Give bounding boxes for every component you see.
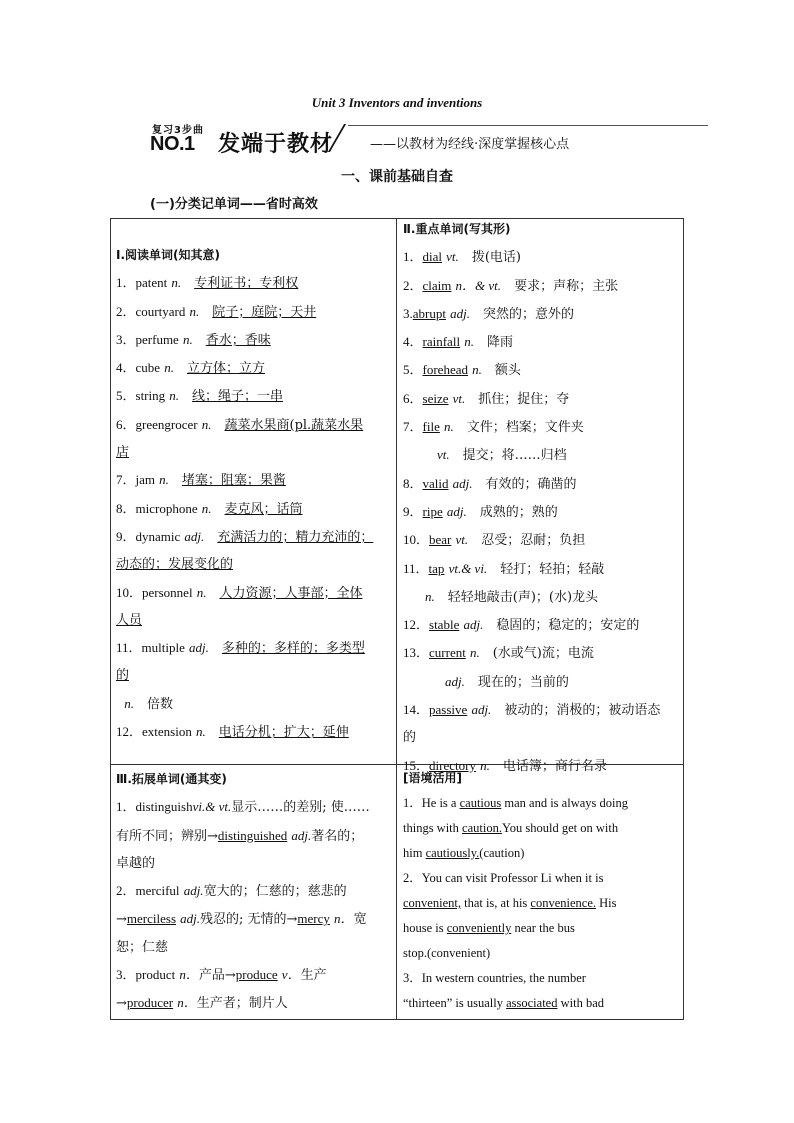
key-entry: 14．passive adj. 被动的；消极的；被动语态 (403, 702, 661, 719)
reading-entry-continued: 人员 (116, 612, 143, 628)
usage-line: convenient, that is, at his convenience. His (403, 896, 617, 910)
sub-title: (一)分类记单词——省时高效 (150, 197, 318, 212)
reading-words-cell (116, 242, 392, 746)
extend-line: 2．merciful adj.宽大的；仁慈的；慈悲的 (116, 883, 347, 900)
key-entry-sub: adj. 现在的；当前的 (445, 673, 569, 690)
extend-line: 卓越的 (116, 855, 156, 871)
usage-header: [语境活用] (403, 771, 462, 785)
reading-entry: 7．jam n. 堵塞；阻塞；果酱 (116, 472, 286, 489)
reading-list (116, 269, 392, 746)
extend-line: 有所不同；辨别→distinguished adj.著名的； (116, 827, 364, 844)
section-banner (148, 118, 708, 157)
reading-entry: 4．cube n. 立方体；立方 (116, 360, 265, 377)
key-header: Ⅱ.重点单词(写其形) (403, 222, 511, 236)
usage-line: things with caution.You should get on with (403, 821, 619, 835)
reading-entry: 2．courtyard n. 院子；庭院；天井 (116, 303, 317, 320)
section-title: 一、课前基础自查 (341, 169, 453, 185)
usage-line: 3．In western countries, the number (403, 971, 586, 985)
key-entry: 15．directory n. 电话簿；商行名录 (403, 757, 607, 774)
usage-cell (403, 766, 681, 1016)
extend-line: 恕；仁慈 (116, 939, 169, 955)
key-entry: 9．ripe adj. 成熟的；熟的 (403, 503, 558, 520)
reading-entry: 12．extension n. 电话分机；扩大；延伸 (116, 724, 349, 741)
reading-entry: 11．multiple adj. 多种的；多样的；多类型 (116, 640, 365, 657)
key-entry: 13．current n. (水或气)流；电流 (403, 645, 594, 662)
reading-entry: 5．string n. 线；绳子；一串 (116, 388, 284, 405)
key-entry: 8．valid adj. 有效的；确凿的 (403, 475, 577, 492)
extend-header: Ⅲ.拓展单词(通其变) (116, 772, 227, 786)
reading-entry: 9．dynamic adj. 充满活力的；精力充沛的； (116, 528, 374, 545)
usage-line: 1．He is a cautious man and is always doing (403, 796, 628, 810)
reading-entry: 3．perfume n. 香水；香味 (116, 331, 271, 348)
key-entry: 1．dial vt. 拨(电话) (403, 249, 521, 266)
extend-line: 1．distinguishvi.& vt.显示……的差别; 使…… (116, 799, 370, 816)
key-entry: 6．seize vt. 抓住；捉住；夺 (403, 390, 570, 407)
banner-subtitle: ——以教材为经线·深度掌握核心点 (370, 137, 570, 152)
key-words-cell (403, 216, 681, 780)
key-entry: 12．stable adj. 稳固的；稳定的；安定的 (403, 617, 640, 634)
reading-entry: 10．personnel n. 人力资源；人事部；全体 (116, 584, 363, 601)
usage-line: 2．You can visit Professor Li when it is (403, 871, 604, 885)
table-vertical-divider (396, 218, 397, 1020)
banner-small-label: 复习3步曲 (152, 125, 204, 136)
usage-line: “thirteen” is usually associated with bad (403, 996, 605, 1010)
banner-heading: 发端于教材 (218, 132, 334, 157)
reading-entry: 6．greengrocer n. 蔬菜水果商(pl.蔬菜水果 (116, 416, 364, 433)
reading-entry-extra: n. 倍数 (124, 695, 174, 712)
unit-title: Unit 3 Inventors and inventions (311, 95, 483, 110)
reading-entry: 1．patent n. 专利证书；专利权 (116, 275, 299, 292)
key-entry: 7．file n. 文件；档案；文件夹 (403, 419, 584, 436)
reading-entry-continued: 动态的；发展变化的 (116, 557, 234, 573)
key-entry-continued: 的 (403, 730, 417, 746)
key-entry: 5．forehead n. 额头 (403, 362, 521, 379)
key-list (403, 243, 681, 780)
key-entry-sub: vt. 提交；将……归档 (437, 447, 567, 464)
key-entry: 2．claim n．& vt. 要求；声称；主张 (403, 277, 619, 294)
extend-line: →producer n．生产者；制片人 (116, 995, 288, 1012)
key-entry-sub: n. 轻轻地敲击(声)；(水)龙头 (425, 588, 599, 605)
banner-no1: NO.1 (150, 133, 195, 155)
reading-entry-continued: 店 (116, 445, 130, 461)
usage-line: him cautiously.(caution) (403, 846, 525, 860)
extend-words-cell (116, 766, 392, 1018)
usage-line: stop.(convenient) (403, 946, 491, 960)
key-entry: 10．bear vt. 忍受；忍耐；负担 (403, 532, 586, 549)
reading-header: Ⅰ.阅读单词(知其意) (116, 248, 220, 262)
extend-line: 3．product n．产品→produce v．生产 (116, 967, 327, 984)
key-entry: 11．tap vt.& vi. 轻打；轻拍；轻敲 (403, 560, 605, 577)
reading-entry-continued: 的 (116, 668, 130, 684)
reading-entry: 8．microphone n. 麦克风；话筒 (116, 500, 303, 517)
banner-top-rule (348, 125, 708, 126)
usage-line: house is conveniently near the bus (403, 921, 575, 935)
key-entry: 3.abrupt adj. 突然的；意外的 (403, 305, 575, 322)
key-entry: 4．rainfall n. 降雨 (403, 334, 513, 351)
extend-line: →merciless adj.残忍的; 无情的→mercy n．宽 (116, 911, 367, 928)
